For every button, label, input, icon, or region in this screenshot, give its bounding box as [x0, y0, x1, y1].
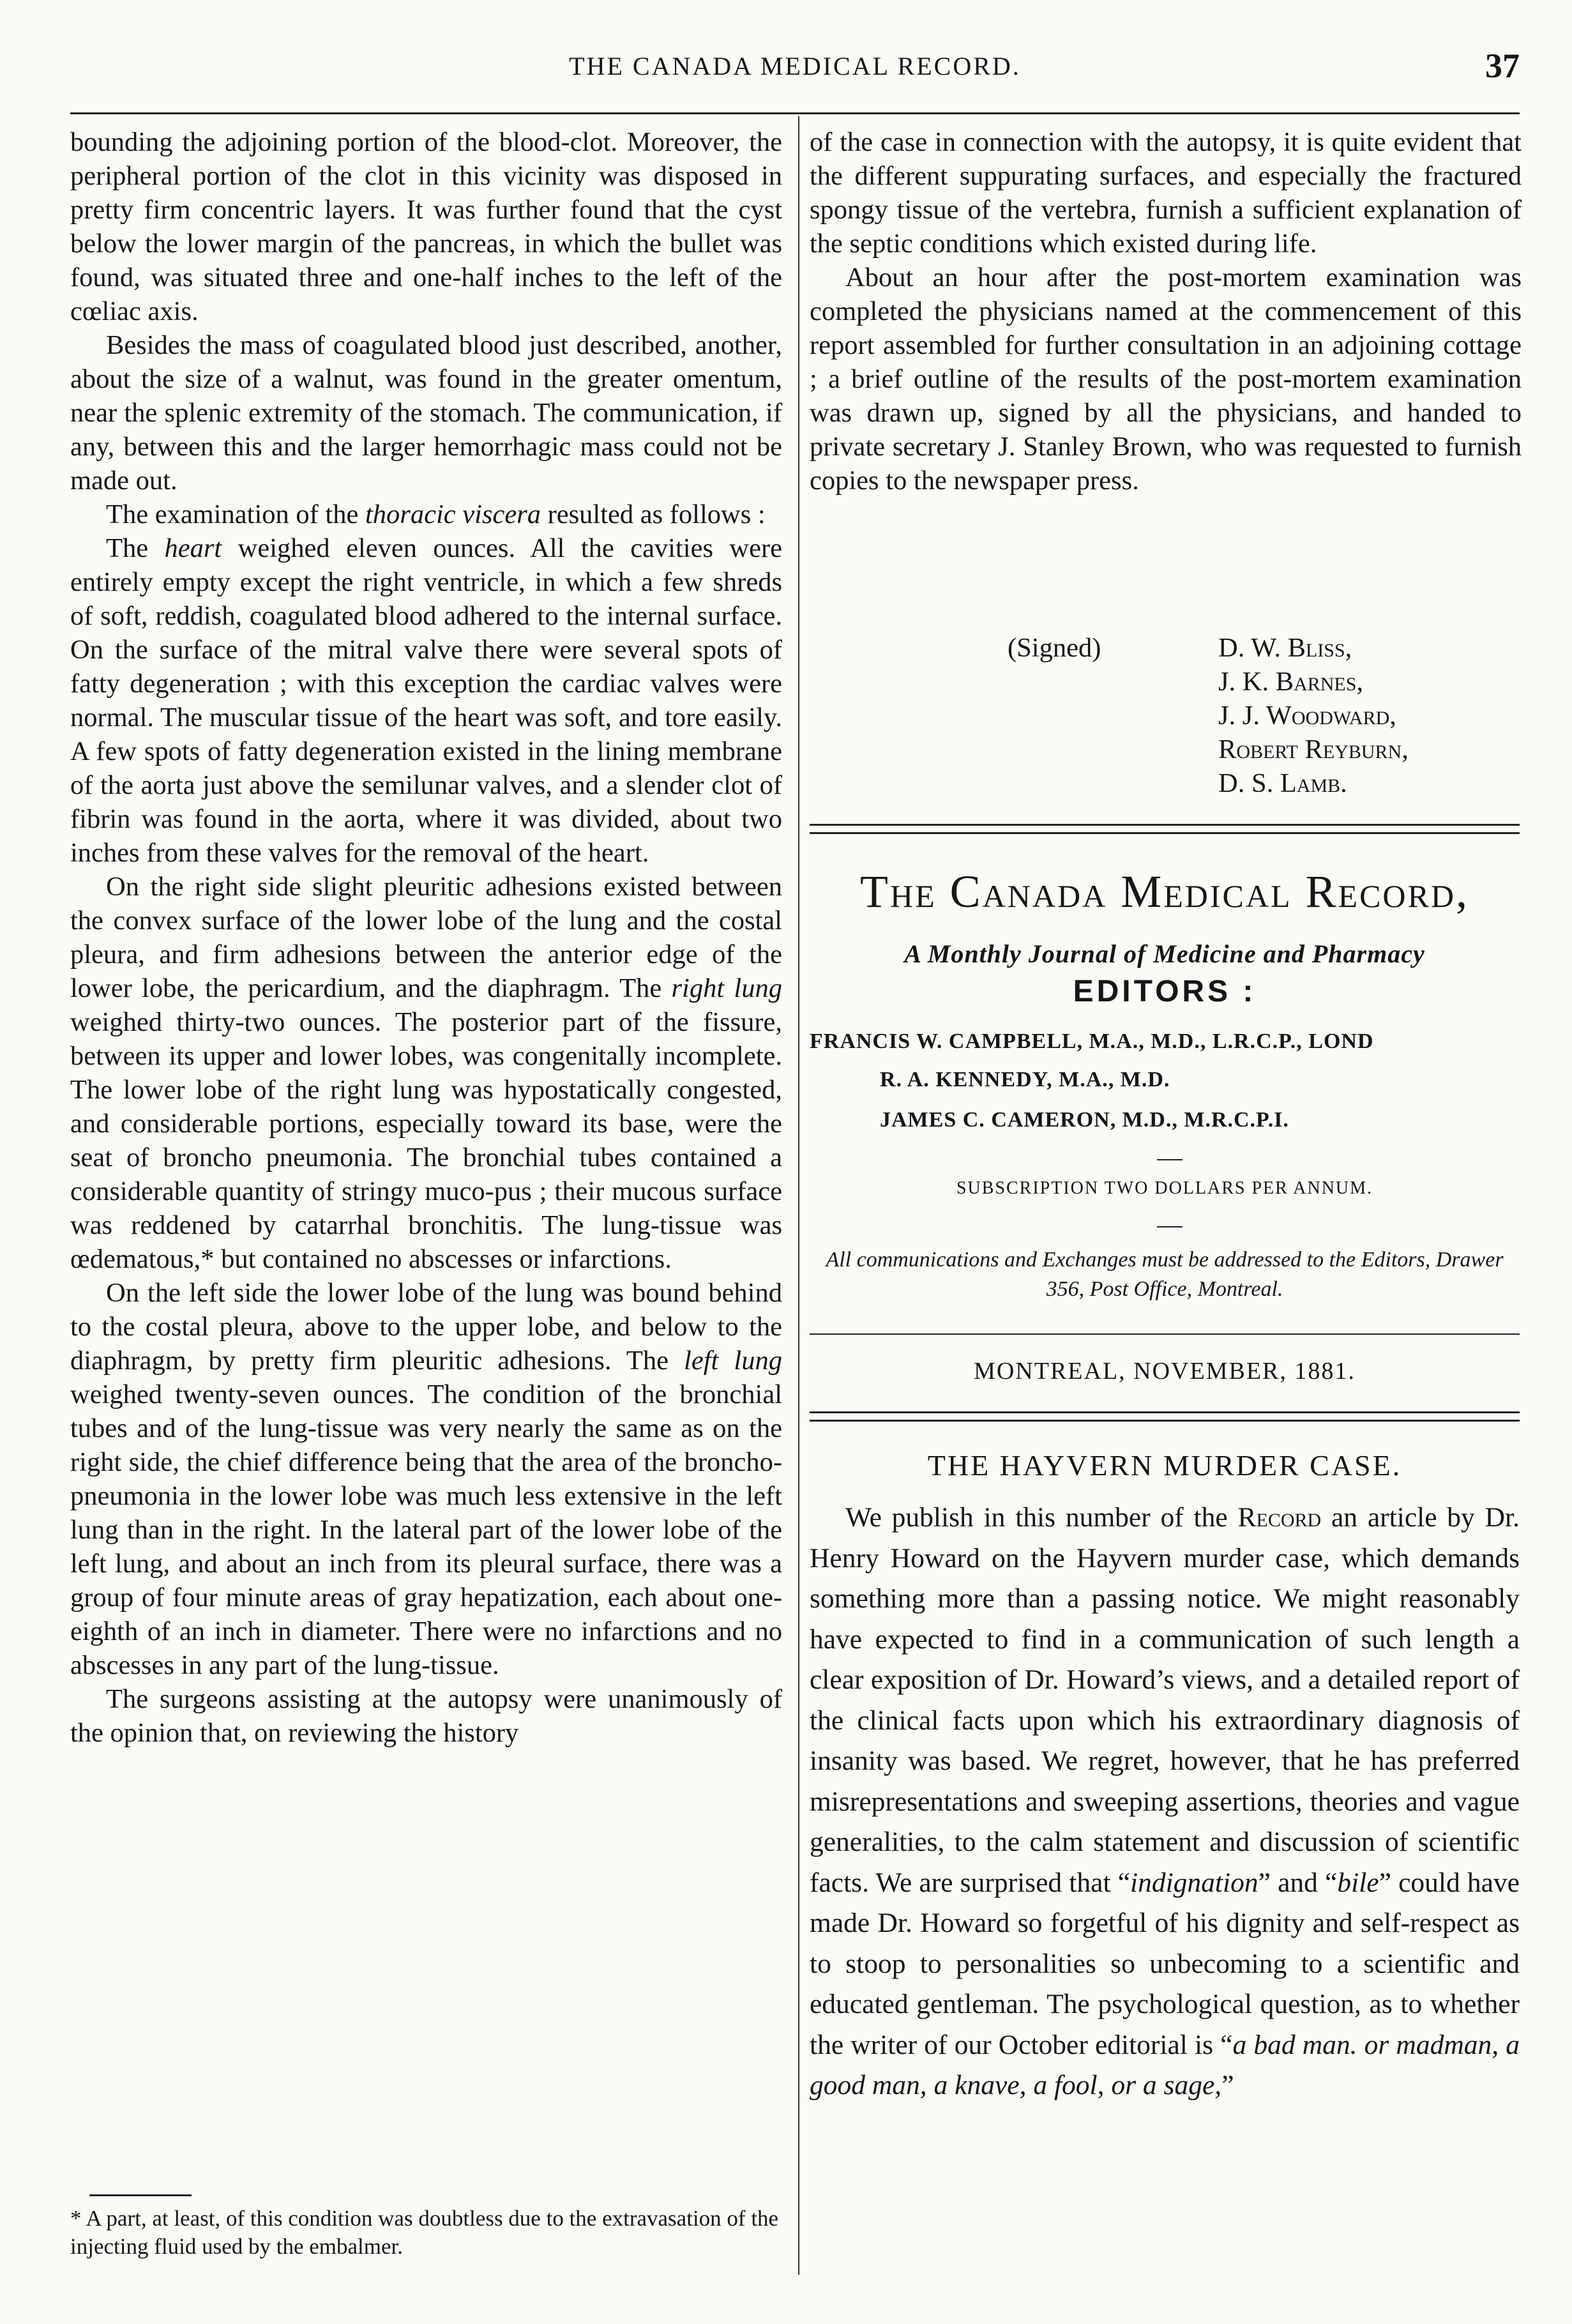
dateline-rule-top [810, 1333, 1520, 1335]
signatories [1218, 631, 1409, 800]
running-head: THE CANADA MEDICAL RECORD. [569, 52, 1021, 80]
masthead-rule-top [810, 824, 1520, 834]
paragraph: Besides the mass of coagulated blood just described, another, about the size of a walnut, was found in the greater omentum, near the splenic extremity of the stomach. The communication, if any, between this and the larger hemorrhagic mass could not be made out. [70, 330, 782, 496]
signatory: J. K. Barnes, [1218, 667, 1364, 697]
journal-name: Record [1237, 1502, 1322, 1533]
emphasis: heart [164, 533, 222, 563]
emphasis: thoracic viscera [365, 499, 541, 529]
paragraph: The surgeons assisting at the autopsy were unanimously of the opinion that, on reviewing the history [70, 1684, 782, 1748]
page-number: 37 [1485, 47, 1520, 85]
subscription-line: SUBSCRIPTION TWO DOLLARS PER ANNUM. [956, 1178, 1373, 1198]
masthead-title: The Canada Medical Record, [860, 866, 1469, 917]
dateline: MONTREAL, NOVEMBER, 1881. [974, 1358, 1356, 1385]
emphasis: bile [1337, 1867, 1379, 1898]
article-title: THE HAYVERN MURDER CASE. [927, 1449, 1402, 1482]
paragraph: We publish in this number of the Record an article by Dr. Henry Howard on the Hayvern murder case, which demands something more than a passing notice. We might reasonably have expected to find in a communication of such length a clear exposition of Dr. Howard’s views, and a detailed report of the clinical facts upon which his extraordinary diagnosis of insanity was based. We regret, however, that he has preferred misrepresentations and sweeping assertions, theories and vague generalities, to the calm statement and discussion of scientific facts. We are surprised that “indignation” and “bile” could have made Dr. Howard so forgetful of his dignity and self-respect as to stoop to personalities so unbecoming to a scientific and educated gentleman. The psychological question, as to whether the writer of our October editorial is “a bad man. or madman, a good man, a knave, a fool, or a sage,” [810, 1502, 1520, 2100]
editor-name: FRANCIS W. CAMPBELL, M.A., M.D., L.R.C.P., LOND [810, 1029, 1374, 1053]
masthead-subtitle: A Monthly Journal of Medicine and Pharmacy [904, 939, 1425, 968]
footnote: * A part, at least, of this condition was doubtless due to the extravasation of the injecting fluid used by the embalmer. [70, 2206, 779, 2259]
paragraph: The examination of the thoracic viscera resulted as follows : [106, 499, 766, 529]
paragraph: About an hour after the post-mortem examination was completed the physicians named at the commencement of this report assembled for further consultation in an adjoining cottage ; a brief outline of the results of the post-mortem examination was drawn up, signed by all the physicians, and handed to private secretary J. Stanley Brown, who was requested to furnish copies to the newspaper press. [810, 262, 1522, 496]
editor-name: JAMES C. CAMERON, M.D., M.R.C.P.I. [880, 1108, 1289, 1132]
column-divider [798, 116, 799, 2275]
editors-heading: EDITORS : [1073, 975, 1257, 1008]
signed-label: (Signed) [1008, 633, 1101, 663]
editor-name: R. A. KENNEDY, M.A., M.D. [880, 1068, 1170, 1091]
short-rule [1157, 1226, 1183, 1227]
emphasis: indignation [1130, 1867, 1258, 1898]
article-rule [810, 1411, 1520, 1422]
page-header [70, 46, 1520, 103]
signatory: D. W. Bliss, [1218, 633, 1352, 663]
paragraph: of the case in connection with the autopsy, it is quite evident that the different suppurating surfaces, and especially the fractured spongy tissue of the vertebra, furnish a sufficient explanation of the septic conditions which existed during life. [810, 127, 1522, 259]
emphasis: a bad man. or madman, a good man, a knave, a fool, or a sage, [810, 2029, 1520, 2100]
short-rule [1157, 1159, 1183, 1160]
signatory: J. J. Woodward, [1218, 701, 1396, 731]
header-rule [70, 112, 1520, 114]
paragraph: bounding the adjoining portion of the blood-clot. Moreover, the peripheral portion of the clot in this vicinity was disposed in pretty firm concentric layers. It was further found that the cyst below the lower margin of the pancreas, in which the bullet was found, was situated three and one-half inches to the left of the cœliac axis. [70, 127, 782, 326]
paragraph: On the left side the lower lobe of the lung was bound behind to the costal pleura, above to the upper lobe, and below to the diaphragm, by pretty firm pleuritic adhesions. The left lung weighed twenty-seven ounces. The condition of the bronchial tubes and of the lung-tissue was very nearly the same as on the right side, the chief difference being that the area of the broncho-pneumonia in the lower lobe was much less extensive in the left lung than in the right. In the lateral part of the lower lobe of the left lung, and about an inch from its pleural surface, there was a group of four minute areas of gray hepatization, each about one-eighth of an inch in diameter. There were no infarctions and no abscesses in any part of the lung-tissue. [70, 1278, 782, 1680]
paragraph: On the right side slight pleuritic adhesions existed between the convex surface of the lower lobe of the lung and the costal pleura, and firm adhesions between the anterior edge of the lower lobe, the pericardium, and the diaphragm. The right lung weighed thirty-two ounces. The posterior part of the fissure, between its upper and lower lobes, was congenitally incomplete. The lower lobe of the right lung was hypostatically congested, and considerable portions, especially toward its base, were the seat of broncho pneumonia. The bronchial tubes contained a considerable quantity of stringy muco-pus ; their mucous surface was reddened by catarrhal bronchitis. The lung-tissue was œdematous,* but contained no abscesses or infarctions. [70, 872, 782, 1274]
footnote-rule [89, 2194, 192, 2196]
article-body [810, 1498, 1520, 2106]
signatory: D. S. Lamb. [1218, 768, 1347, 798]
right-column [810, 125, 1522, 497]
signatory: Robert Reyburn, [1218, 734, 1409, 764]
paragraph: The heart weighed eleven ounces. All the cavities were entirely empty except the right ventricle, in which a few shreds of soft, reddish, coagulated blood adhered to the internal surface. On the surface of the mitral valve there were several spots of fatty degeneration ; with this exception the cardiac valves were normal. The muscular tissue of the heart was soft, and tore easily. A few spots of fatty degeneration existed in the lining membrane of the aorta just above the semilunar valves, and a slender clot of fibrin was found in the aorta, where it was divided, about two inches from these valves for the removal of the heart. [70, 533, 783, 868]
left-column [70, 125, 782, 1750]
emphasis: left lung [684, 1346, 782, 1376]
correspondence-notice: All communications and Exchanges must be addressed to the Editors, Drawer 356, Post Office, Montreal. [826, 1248, 1504, 1301]
emphasis: right lung [671, 973, 782, 1003]
